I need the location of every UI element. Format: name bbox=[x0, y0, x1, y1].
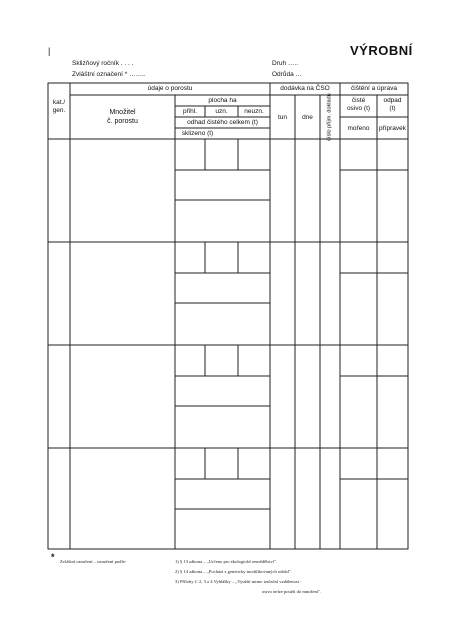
area-unrecognized: neuzn. bbox=[244, 108, 264, 115]
kat-label: kat./ bbox=[52, 99, 66, 106]
treated-label: mořeno bbox=[347, 125, 370, 132]
waste-line2: (t) bbox=[389, 105, 396, 112]
preparation-label: přípravek bbox=[378, 125, 407, 132]
estimate-label: odhad čistého celkem (t) bbox=[187, 119, 258, 126]
cleaning-header: čištění a úprava bbox=[351, 85, 397, 92]
day-label: dne bbox=[302, 114, 313, 121]
multiplier-label bbox=[70, 108, 175, 126]
kat-gen-label bbox=[48, 99, 70, 115]
footnote-label: Zvláštní označení – označení podle: bbox=[60, 559, 127, 564]
footnote-item-4: osivo nelze použít do množení". bbox=[262, 589, 322, 594]
gen-label: gen. bbox=[52, 107, 66, 114]
margin-mark: | bbox=[48, 46, 51, 56]
special-mark-field: Zvláštní označení * …….. bbox=[72, 71, 146, 78]
footnote-item-1: 1) § 13 zákona – „Určeno pro ekologické zemědělství". bbox=[175, 559, 278, 564]
area-header: plocha ha bbox=[208, 97, 237, 104]
tons-label: tun bbox=[277, 114, 288, 121]
species-field: Druh ….. bbox=[272, 60, 299, 67]
crop-year-field: Sklizňový ročník . . . . bbox=[72, 60, 134, 67]
clean-seed-line2: osivo (t) bbox=[346, 105, 371, 112]
waste-line1: odpad bbox=[383, 97, 402, 104]
form-title: VÝROBNÍ bbox=[350, 43, 413, 58]
clean-seed-line1: čisté bbox=[351, 97, 366, 104]
area-registered: přihl. bbox=[182, 108, 198, 115]
waste-label bbox=[377, 97, 408, 113]
footnote-item-3: 3) Přílohy č. 2, 3 a 4 Vyhlášky – „Využití mimo izolační vzdálenost - bbox=[175, 579, 302, 584]
footnote-item-2: 2) § 14 zákona – „Pochází z geneticky modifikovaných odrůd". bbox=[175, 569, 292, 574]
stand-data-header: údaje o porostu bbox=[147, 85, 193, 92]
area-recognized: uzn. bbox=[215, 108, 228, 115]
variety-field: Odrůda … bbox=[272, 71, 302, 78]
multiplier-line1: Množitel bbox=[109, 109, 136, 116]
delivery-header: dodávka na ČSO bbox=[280, 85, 330, 92]
receipt-doc-label: číslo příjm. dokladu bbox=[326, 93, 333, 141]
clean-seed-label bbox=[340, 97, 377, 113]
asterisk-mark: * bbox=[51, 552, 55, 562]
multiplier-line2: č. porostu bbox=[107, 118, 138, 125]
harvested-label: sklizeno (t) bbox=[181, 130, 214, 137]
